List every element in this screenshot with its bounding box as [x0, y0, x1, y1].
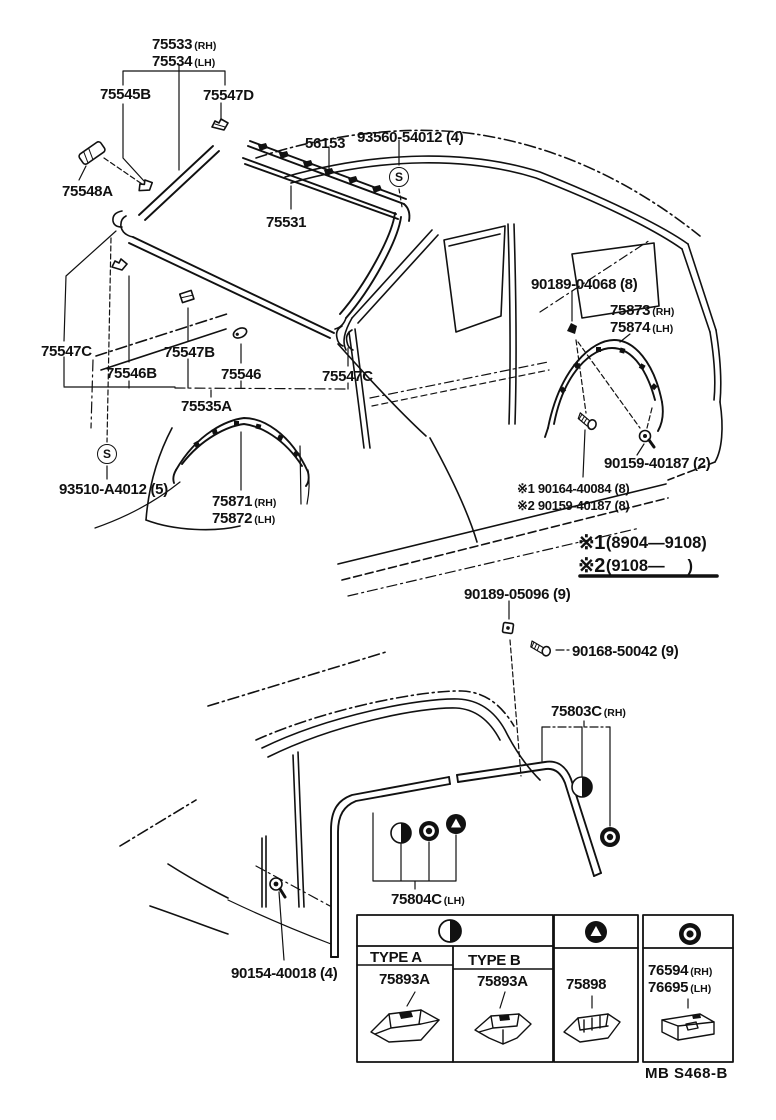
vehicle-body-outline — [91, 130, 722, 596]
range-note-1: ※1(8904—9108) — [578, 532, 707, 554]
clip-75547D-icon — [212, 119, 228, 130]
part-label-90154-40018: 90154-40018 (4) — [231, 965, 338, 982]
windshield-moulding — [121, 141, 410, 338]
table-part-76594: 76594 (RH) — [648, 962, 713, 979]
clip-90189-04068-icon — [567, 323, 577, 334]
part-label-93560-54012: 93560-54012 (4) — [357, 129, 464, 146]
part-75548A-icon — [78, 141, 106, 166]
clip-90189-05096-icon — [502, 622, 513, 633]
part-label-75535A: 75535A — [181, 398, 232, 415]
range-note-2: ※2(9108— ) — [578, 555, 694, 577]
clip-75547B-icon — [180, 290, 194, 302]
part-label-75531: 75531 — [266, 214, 307, 231]
clip-75546B-icon — [112, 259, 127, 270]
part-label-75534: 75534 (LH) — [152, 53, 216, 70]
part-label-75546B: 75546B — [106, 365, 157, 382]
part-label-75872: 75872 (LH) — [212, 510, 276, 527]
screw-marker-top: S — [389, 167, 409, 187]
part-label-75547B: 75547B — [164, 344, 215, 361]
table-part-75893A-b: 75893A — [477, 973, 528, 990]
drawing-code: MB S468-B — [645, 1065, 728, 1082]
part-label-75546: 75546 — [221, 366, 262, 383]
table-part-75898: 75898 — [566, 976, 607, 993]
clip-75545B-icon — [136, 178, 154, 193]
part-label-90189-04068: 90189-04068 (8) — [531, 276, 638, 293]
part-label-75873: 75873 (RH) — [610, 302, 675, 319]
table-part-76695: 76695 (LH) — [648, 979, 712, 996]
screw-90164-icon — [576, 413, 598, 431]
part-label-75871: 75871 (RH) — [212, 493, 277, 510]
part-label-56153: 56153 — [305, 135, 346, 152]
part-label-75545B: 75545B — [100, 86, 151, 103]
part-label-75804C: 75804C (LH) — [391, 891, 465, 908]
part-label-75547C-left: 75547C — [41, 343, 92, 360]
part-label-75547D: 75547D — [203, 87, 254, 104]
triangle-in-circle-icon — [446, 814, 466, 834]
part-label-75533: 75533 (RH) — [152, 36, 217, 53]
bolt-90159-icon — [640, 431, 655, 448]
screw-marker-left: S — [97, 444, 117, 464]
part-label-75803C: 75803C (RH) — [551, 703, 626, 720]
note-90164-40084: ※1 90164-40084 (8) — [517, 481, 630, 496]
part-label-75548A: 75548A — [62, 183, 113, 200]
bolt-90154-icon — [270, 878, 285, 897]
table-header-type-a: TYPE A — [370, 949, 422, 966]
part-label-75547C-right: 75547C — [322, 368, 373, 385]
part-label-90159-40187-2: 90159-40187 (2) — [604, 455, 711, 472]
rear-body-outline — [120, 652, 540, 944]
table-header-type-b: TYPE B — [468, 952, 521, 969]
table-part-75893A-a: 75893A — [379, 971, 430, 988]
note-90159-40187: ※2 90159-40187 (8) — [517, 498, 630, 513]
screw-90168-icon — [530, 641, 552, 657]
part-label-75874: 75874 (LH) — [610, 319, 674, 336]
part-label-90189-05096: 90189-05096 (9) — [464, 586, 571, 603]
part-label-93510-A4012: 93510-A4012 (5) — [59, 481, 168, 498]
clip-75546-icon — [232, 326, 248, 340]
part-label-90168-50042: 90168-50042 (9) — [572, 643, 679, 660]
